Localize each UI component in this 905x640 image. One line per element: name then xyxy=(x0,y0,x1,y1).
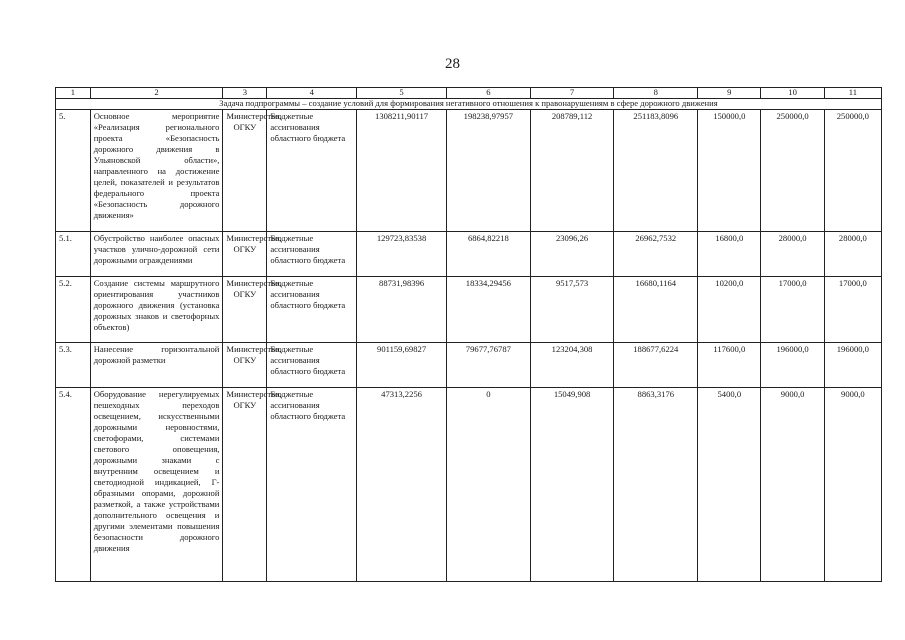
value-col-6: 0 xyxy=(447,388,531,582)
budget-table xyxy=(55,87,882,582)
value-col-11: 17000,0 xyxy=(824,277,881,343)
value-col-9: 5400,0 xyxy=(698,388,761,582)
value-col-9: 16800,0 xyxy=(698,232,761,277)
column-number: 1 xyxy=(56,88,91,99)
row-number: 5.2. xyxy=(56,277,91,343)
column-number: 2 xyxy=(90,88,223,99)
column-number: 11 xyxy=(824,88,881,99)
activity-name: Основное мероприятие «Реализация регионального проекта «Безопасность дорожного движения в Ульяновской области», направленного на достижение целей, показателей и результатов федерального проекта «Безопасность дорожного движения» xyxy=(90,110,223,232)
executor: Министерство, ОГКУ xyxy=(223,277,267,343)
activity-name: Оборудование нерегулируемых пешеходных переходов освещением, искусственными дорожными неровностями, светофорами, системами светового оповещения, дорожными знаками с внутренним освещением и светодиодной индикацией, Г-образными опорами, дорожной разметкой, а также устройствами дополнительного освещения и другими элементами повышения безопасности дорожного движения xyxy=(90,388,223,582)
funding-source: Бюджетные ассигнования областного бюджета xyxy=(267,343,357,388)
value-col-9: 117600,0 xyxy=(698,343,761,388)
page-number: 28 xyxy=(445,56,460,72)
value-col-8: 16680,1164 xyxy=(614,277,698,343)
row-number: 5. xyxy=(56,110,91,232)
column-number: 7 xyxy=(530,88,614,99)
activity-name: Нанесение горизонтальной дорожной разметки xyxy=(90,343,223,388)
value-col-8: 8863,3176 xyxy=(614,388,698,582)
row-number: 5.3. xyxy=(56,343,91,388)
value-col-6: 198238,97957 xyxy=(447,110,531,232)
value-col-10: 9000,0 xyxy=(761,388,824,582)
row-number: 5.4. xyxy=(56,388,91,582)
value-col-6: 6864,82218 xyxy=(447,232,531,277)
value-col-10: 17000,0 xyxy=(761,277,824,343)
value-col-6: 79677,76787 xyxy=(447,343,531,388)
value-col-8: 188677,6224 xyxy=(614,343,698,388)
table-row xyxy=(56,277,882,343)
value-total: 88731,98396 xyxy=(357,277,447,343)
column-number: 6 xyxy=(447,88,531,99)
table-row xyxy=(56,343,882,388)
value-total: 1308211,90117 xyxy=(357,110,447,232)
value-col-10: 250000,0 xyxy=(761,110,824,232)
value-col-10: 28000,0 xyxy=(761,232,824,277)
value-col-6: 18334,29456 xyxy=(447,277,531,343)
column-number: 3 xyxy=(223,88,267,99)
table-row xyxy=(56,388,882,582)
activity-name: Создание системы маршрутного ориентирования участников дорожного движения (установка дорожных знаков и светофорных объектов) xyxy=(90,277,223,343)
task-title: Задача подпрограммы – создание условий для формирования негативного отношения к правонарушениям в сфере дорожного движения xyxy=(56,99,882,110)
executor: Министерство, ОГКУ xyxy=(223,110,267,232)
value-total: 901159,69827 xyxy=(357,343,447,388)
value-total: 47313,2256 xyxy=(357,388,447,582)
value-col-8: 26962,7532 xyxy=(614,232,698,277)
value-col-7: 23096,26 xyxy=(530,232,614,277)
value-col-7: 15049,908 xyxy=(530,388,614,582)
table-row xyxy=(56,232,882,277)
executor: Министерство, ОГКУ xyxy=(223,388,267,582)
value-col-7: 9517,573 xyxy=(530,277,614,343)
funding-source: Бюджетные ассигнования областного бюджета xyxy=(267,232,357,277)
value-col-8: 251183,8096 xyxy=(614,110,698,232)
funding-source: Бюджетные ассигнования областного бюджета xyxy=(267,110,357,232)
funding-source: Бюджетные ассигнования областного бюджета xyxy=(267,388,357,582)
value-col-11: 28000,0 xyxy=(824,232,881,277)
column-number: 10 xyxy=(761,88,824,99)
column-number: 4 xyxy=(267,88,357,99)
task-row xyxy=(56,99,882,110)
value-col-9: 150000,0 xyxy=(698,110,761,232)
value-col-9: 10200,0 xyxy=(698,277,761,343)
table-row xyxy=(56,110,882,232)
column-number-row xyxy=(56,88,882,99)
column-number: 5 xyxy=(357,88,447,99)
value-total: 129723,83538 xyxy=(357,232,447,277)
value-col-11: 250000,0 xyxy=(824,110,881,232)
value-col-7: 208789,112 xyxy=(530,110,614,232)
activity-name: Обустройство наиболее опасных участков улично-дорожной сети дорожными ограждениями xyxy=(90,232,223,277)
value-col-7: 123204,308 xyxy=(530,343,614,388)
executor: Министерство, ОГКУ xyxy=(223,232,267,277)
column-number: 8 xyxy=(614,88,698,99)
funding-source: Бюджетные ассигнования областного бюджета xyxy=(267,277,357,343)
value-col-10: 196000,0 xyxy=(761,343,824,388)
value-col-11: 196000,0 xyxy=(824,343,881,388)
value-col-11: 9000,0 xyxy=(824,388,881,582)
row-number: 5.1. xyxy=(56,232,91,277)
executor: Министерство, ОГКУ xyxy=(223,343,267,388)
column-number: 9 xyxy=(698,88,761,99)
